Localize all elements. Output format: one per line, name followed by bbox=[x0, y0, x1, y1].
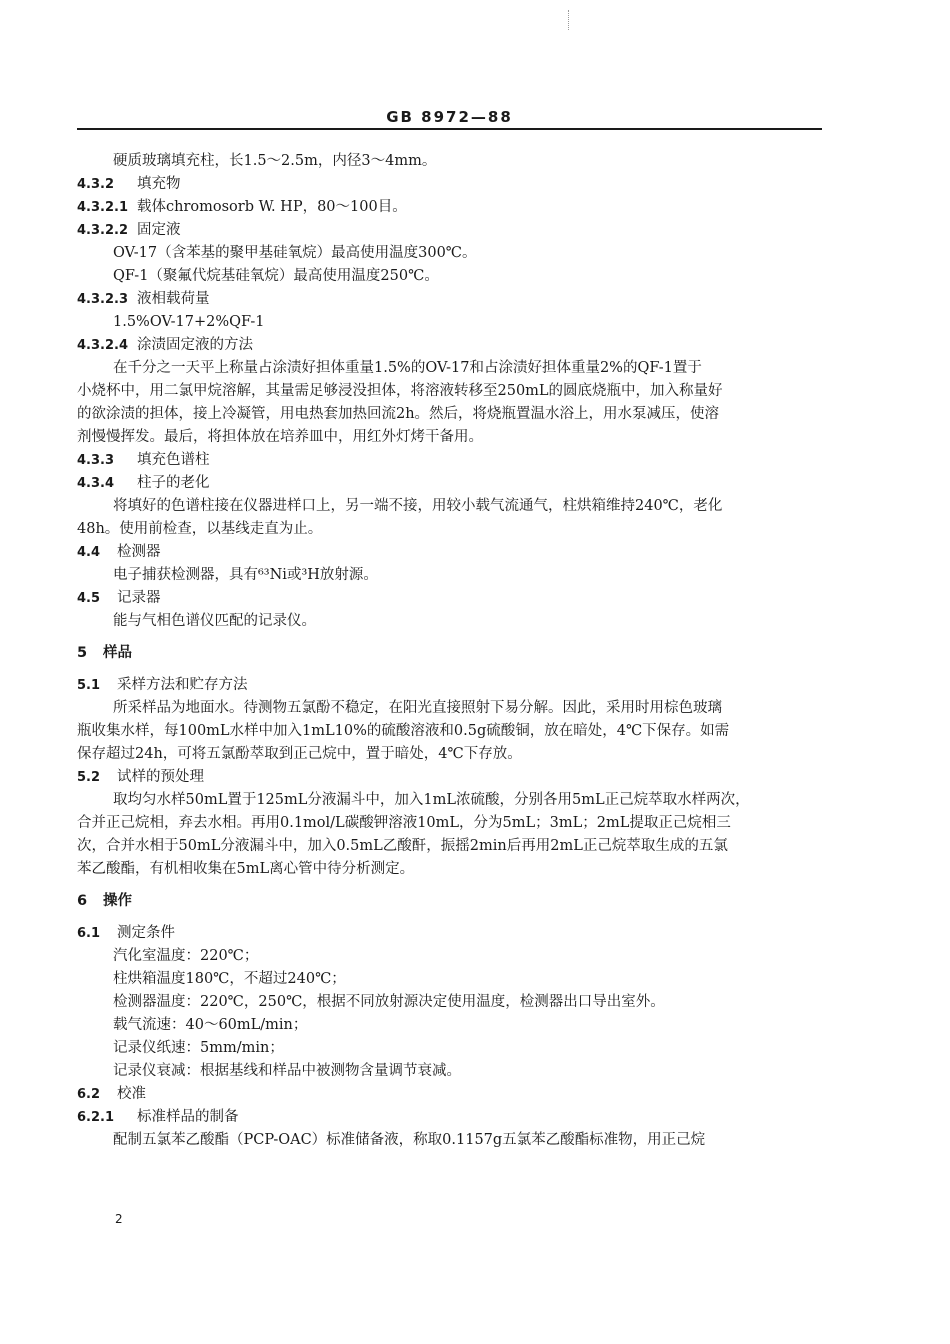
chapter-number: 6 bbox=[77, 893, 88, 909]
text-line: 剂慢慢挥发。最后，将担体放在培养皿中，用红外灯烤干备用。 bbox=[77, 429, 483, 445]
scan-mark bbox=[568, 10, 570, 30]
section-title: 填充色谱柱 bbox=[137, 452, 210, 468]
section-title: 检测器 bbox=[117, 544, 161, 560]
text-line: 记录仪纸速：5mm/min； bbox=[113, 1040, 284, 1056]
header-rule bbox=[77, 128, 822, 130]
section-title: 载体chromosorb W. HP，80～100目。 bbox=[137, 199, 407, 215]
chapter-title: 样品 bbox=[103, 645, 132, 661]
section-number: 4.3.2 bbox=[77, 177, 115, 192]
text-line: 检测器温度：220℃，250℃，根据不同放射源决定使用温度，检测器出口导出室外。 bbox=[113, 994, 665, 1010]
section-number: 4.3.3 bbox=[77, 453, 115, 468]
subsection-heading bbox=[77, 922, 825, 945]
section-title: 试样的预处理 bbox=[117, 769, 204, 785]
text-line: QF-1（聚氟代烷基硅氧烷）最高使用温度250℃。 bbox=[113, 268, 439, 284]
section-number: 4.3.2.1 bbox=[77, 200, 128, 215]
section-number: 4.3.2.3 bbox=[77, 292, 128, 307]
subsection-heading bbox=[77, 674, 825, 697]
text-line: 所采样品为地面水。待测物五氯酚不稳定，在阳光直接照射下易分解。因此，采用时用棕色玻璃 bbox=[113, 700, 722, 716]
section-title: 采样方法和贮存方法 bbox=[117, 677, 248, 693]
text-line: 保存超过24h，可将五氯酚萃取到正己烷中，置于暗处，4℃下存放。 bbox=[77, 746, 522, 762]
text-line: 次，合并水相于50mL分液漏斗中，加入0.5mL乙酸酐，振摇2min后再用2mL正己烷萃取生成的五氯 bbox=[77, 838, 728, 854]
subsection-heading bbox=[77, 219, 825, 242]
subsection-heading bbox=[77, 1083, 825, 1106]
text-line: 48h。使用前检查，以基线走直为止。 bbox=[77, 521, 323, 537]
text-line: 柱烘箱温度180℃，不超过240℃； bbox=[113, 971, 346, 987]
subsection-heading bbox=[77, 1106, 825, 1129]
text-line: 小烧杯中，用二氯甲烷溶解，其量需足够浸没担体，将溶液转移至250mL的圆底烧瓶中，加入称量好 bbox=[77, 383, 723, 399]
chapter-heading bbox=[77, 642, 825, 665]
text-line: 取均匀水样50mL置于125mL分液漏斗中，加入1mL浓硫酸，分别各用5mL正己烷萃取水样两次， bbox=[113, 792, 750, 808]
subsection-heading bbox=[77, 541, 825, 564]
subsection-heading bbox=[77, 587, 825, 610]
text-line: 能与气相色谱仪匹配的记录仪。 bbox=[113, 613, 316, 629]
text-line: 瓶收集水样，每100mL水样中加入1mL10%的硫酸溶液和0.5g硫酸铜，放在暗处，4℃下保存。如需 bbox=[77, 723, 730, 739]
subsection-heading bbox=[77, 173, 825, 196]
chapter-heading bbox=[77, 890, 825, 913]
text-line: 汽化室温度：220℃； bbox=[113, 948, 259, 964]
page-number: 2 bbox=[115, 1212, 123, 1226]
subsection-heading bbox=[77, 196, 825, 219]
text-line: 1.5%OV-17+2%QF-1 bbox=[113, 314, 265, 330]
section-number: 5.1 bbox=[77, 678, 101, 693]
subsection-heading bbox=[77, 288, 825, 311]
text-line: 配制五氯苯乙酸酯（PCP-OAC）标准储备液，称取0.1157g五氯苯乙酸酯标准物，用正己烷 bbox=[113, 1132, 706, 1148]
text-line: 记录仪衰减：根据基线和样品中被测物含量调节衰减。 bbox=[113, 1063, 461, 1079]
subsection-heading bbox=[77, 472, 825, 495]
section-number: 4.3.4 bbox=[77, 476, 115, 491]
section-number: 4.5 bbox=[77, 591, 101, 606]
section-number: 5.2 bbox=[77, 770, 101, 785]
chapter-number: 5 bbox=[77, 645, 88, 661]
section-title: 液相载荷量 bbox=[137, 291, 210, 307]
section-title: 记录器 bbox=[117, 590, 161, 606]
section-number: 6.1 bbox=[77, 926, 101, 941]
document-body bbox=[77, 150, 825, 1152]
section-title: 填充物 bbox=[137, 176, 181, 192]
section-title: 校准 bbox=[117, 1086, 146, 1102]
text-line: 硬质玻璃填充柱，长1.5～2.5m，内径3～4mm。 bbox=[113, 153, 437, 169]
text-line: 电子捕获检测器，具有⁶³Ni或³H放射源。 bbox=[113, 567, 378, 583]
text-line: 的欲涂渍的担体，接上冷凝管，用电热套加热回流2h。然后，将烧瓶置温水浴上，用水泵减压，使溶 bbox=[77, 406, 720, 422]
section-title: 标准样品的制备 bbox=[137, 1109, 239, 1125]
section-number: 6.2 bbox=[77, 1087, 101, 1102]
section-number: 4.3.2.4 bbox=[77, 338, 128, 353]
section-number: 4.3.2.2 bbox=[77, 223, 128, 238]
subsection-heading bbox=[77, 766, 825, 789]
section-title: 固定液 bbox=[137, 222, 181, 238]
text-line: 将填好的色谱柱接在仪器进样口上，另一端不接，用较小载气流通气，柱烘箱维持240℃，老化 bbox=[113, 498, 723, 514]
section-number: 4.4 bbox=[77, 545, 101, 560]
subsection-heading bbox=[77, 449, 825, 472]
section-title: 涂渍固定液的方法 bbox=[137, 337, 253, 353]
text-line: OV-17（含苯基的聚甲基硅氧烷）最高使用温度300℃。 bbox=[113, 245, 477, 261]
section-number: 6.2.1 bbox=[77, 1110, 115, 1125]
chapter-title: 操作 bbox=[103, 893, 132, 909]
subsection-heading bbox=[77, 334, 825, 357]
text-line: 合并正己烷相，弃去水相。再用0.1mol/L碳酸钾溶液10mL，分为5mL；3mL；2mL提取正己烷相三 bbox=[77, 815, 731, 831]
text-line: 苯乙酸酯，有机相收集在5mL离心管中待分析测定。 bbox=[77, 861, 415, 877]
text-line: 在千分之一天平上称量占涂渍好担体重量1.5%的OV-17和占涂渍好担体重量2%的QF-1置于 bbox=[113, 360, 702, 376]
text-line: 载气流速：40～60mL/min； bbox=[113, 1017, 308, 1033]
section-title: 柱子的老化 bbox=[137, 475, 210, 491]
page-header: GB 8972—88 bbox=[386, 108, 513, 126]
section-title: 测定条件 bbox=[117, 925, 175, 941]
